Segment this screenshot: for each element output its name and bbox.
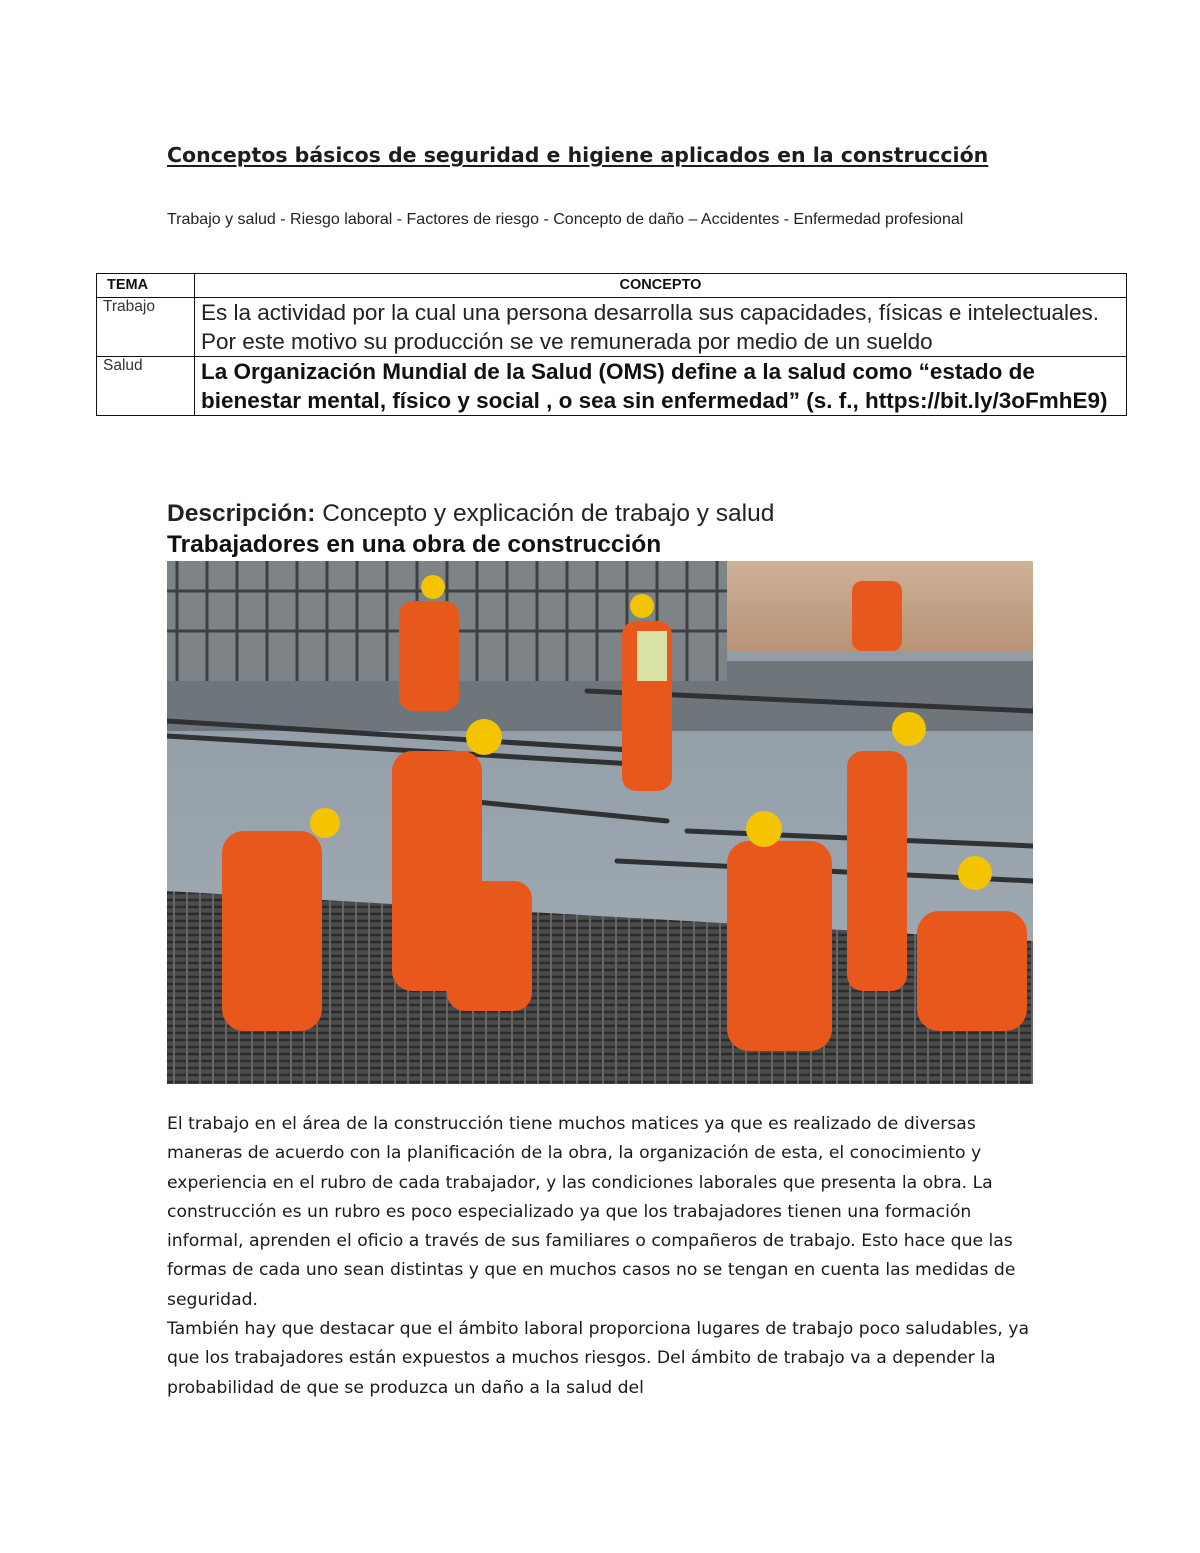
paragraph: El trabajo en el área de la construcción tiene muchos matices ya que es realizado de diversas maneras de acuerdo con la planificación de la obra, la organización de esta, el conocimiento y experiencia en el rubro de cada trabajador, y las condiciones laborales que presenta la obra. La construcción es un rubro es poco especializado ya que los trabajadores tienen una formación informal, aprenden el oficio a través de sus familiares o compañeros de trabajo. Esto hace que las formas de cada uno sean distintas y que en muchos casos no se tengan en cuenta las medidas de seguridad. [167,1114,1016,1310]
table-row [97,298,1127,357]
concepto-cell: La Organización Mundial de la Salud (OMS) define a la salud como “estado de bienestar mental, físico y social , o sea sin enfermedad” (s. f., https://bit.ly/3oFmhE9) [195,357,1127,416]
image-caption: Trabajadores en una obra de construcción [167,531,662,558]
description-line [167,499,774,529]
document-title: Conceptos básicos de seguridad e higiene aplicados en la construcción [167,143,989,167]
paragraph: También hay que destacar que el ámbito laboral proporciona lugares de trabajo poco saludables, ya que los trabajadores están expuestos a muchos riesgos. Del ámbito de trabajo va a depender la probabilidad de que se produzca un daño a la salud del [167,1319,1029,1398]
description-label: Descripción: [167,500,316,527]
topics-list: Trabajo y salud - Riesgo laboral - Factores de riesgo - Concepto de daño – Accidentes - Enfermedad profesional [167,211,964,228]
concepto-cell: Es la actividad por la cual una persona desarrolla sus capacidades, físicas e intelectuales. Por este motivo su producción se ve remunerada por medio de un sueldo [195,298,1127,357]
table-header-row [97,274,1127,298]
tema-cell: Salud [97,357,195,416]
body-paragraphs [167,1110,1047,1403]
tema-cell: Trabajo [97,298,195,357]
header-tema: TEMA [97,274,195,298]
construction-workers-photo [167,561,1033,1084]
table-row [97,357,1127,416]
concepts-table [96,273,1127,416]
description-text: Concepto y explicación de trabajo y salud [322,500,775,527]
header-concepto: CONCEPTO [195,274,1127,298]
